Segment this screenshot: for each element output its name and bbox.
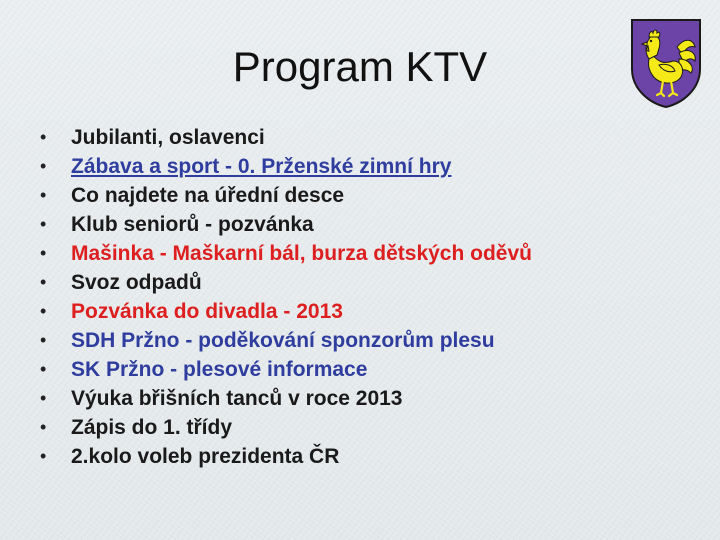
page-title: Program KTV [232, 43, 488, 90]
bullet-icon: • [40, 446, 47, 466]
list-item-label[interactable]: Mašinka - Maškarní bál, burza dětských oděvů [71, 242, 532, 265]
list-item-link[interactable]: Zábava a sport - 0. Prženské zimní hry [71, 155, 452, 178]
bullet-icon: • [40, 272, 47, 292]
bullet-icon: • [40, 330, 47, 350]
list-item-label[interactable]: Výuka břišních tanců v roce 2013 [71, 387, 403, 410]
coat-of-arms-rooster-icon [629, 17, 703, 109]
bullet-icon: • [40, 417, 47, 437]
bullet-icon: • [40, 388, 47, 408]
bullet-icon: • [40, 185, 47, 205]
bullet-icon: • [40, 301, 47, 321]
list-item-label[interactable]: SK Pržno - plesové informace [71, 358, 368, 381]
list-item-label[interactable]: Zápis do 1. třídy [71, 416, 233, 439]
bullet-icon: • [40, 243, 47, 263]
list-item-label[interactable]: Jubilanti, oslavenci [71, 126, 265, 149]
list-item-label[interactable]: Klub seniorů - pozvánka [71, 213, 314, 236]
list-item-label[interactable]: Pozvánka do divadla - 2013 [71, 300, 343, 323]
list-item-label[interactable]: 2.kolo voleb prezidenta ČR [71, 445, 340, 468]
bullet-icon: • [40, 127, 47, 147]
list-item-label[interactable]: Co najdete na úřední desce [71, 184, 345, 207]
bullet-icon: • [40, 156, 47, 176]
list-item-label[interactable]: SDH Pržno - poděkování sponzorům plesu [71, 329, 495, 352]
bullet-icon: • [40, 214, 47, 234]
list-item-label[interactable]: Svoz odpadů [71, 271, 202, 294]
bullet-icon: • [40, 359, 47, 379]
